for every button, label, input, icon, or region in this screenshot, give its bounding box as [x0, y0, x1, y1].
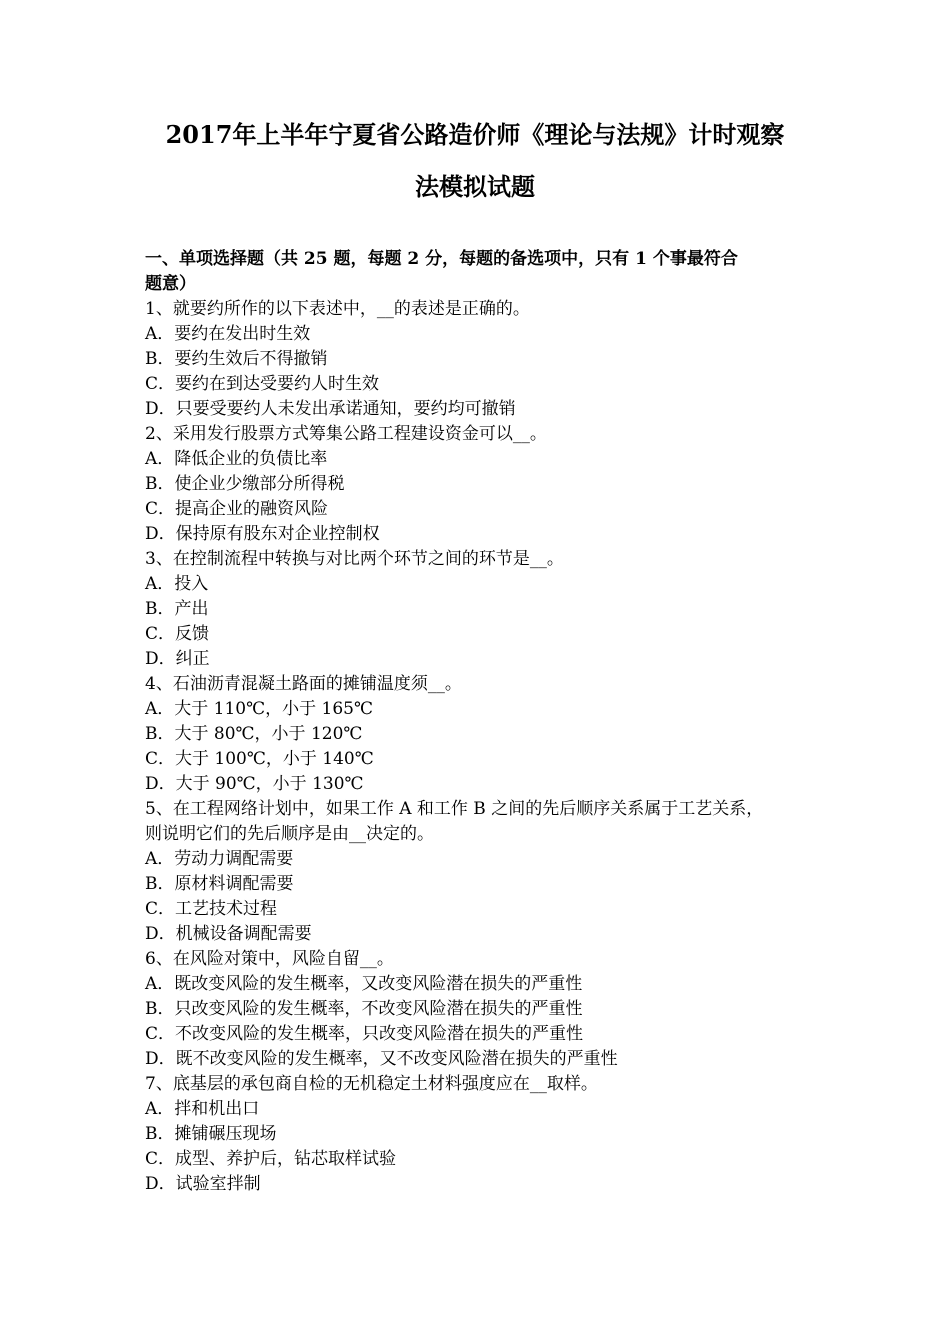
- text-line: D．试验室拌制: [145, 1174, 261, 1194]
- text-line: D．只要受要约人未发出承诺通知，要约均可撤销: [145, 399, 516, 419]
- text-line: B．要约生效后不得撤销: [145, 349, 328, 369]
- text-line: 7、底基层的承包商自检的无机稳定土材料强度应在__取样。: [145, 1074, 598, 1094]
- question-list: [145, 297, 825, 1197]
- document-title-line-1: 2017年上半年宁夏省公路造价师《理论与法规》计时观察: [165, 120, 785, 149]
- text-line: B．只改变风险的发生概率，不改变风险潜在损失的严重性: [145, 999, 583, 1019]
- text-line: 5、在工程网络计划中，如果工作 A 和工作 B 之间的先后顺序关系属于工艺关系，: [145, 799, 764, 819]
- text-line: 4、石油沥青混凝土路面的摊铺温度须__。: [145, 674, 462, 694]
- text-line: B．原材料调配需要: [145, 874, 294, 894]
- text-line: C．成型、养护后，钻芯取样试验: [145, 1149, 397, 1169]
- document-title-line-2: 法模拟试题: [415, 172, 535, 201]
- section-heading-line-1: 一、单项选择题（共 25 题，每题 2 分，每题的备选项中，只有 1 个事最符合: [145, 249, 738, 269]
- text-line: C．反馈: [145, 624, 210, 644]
- section-heading: [145, 247, 815, 297]
- text-line: 6、在风险对策中，风险自留__。: [145, 949, 394, 969]
- text-line: B．产出: [145, 599, 209, 619]
- text-line: D．机械设备调配需要: [145, 924, 312, 944]
- text-line: A．投入: [145, 574, 209, 594]
- text-line: A．大于 110℃，小于 165℃: [145, 699, 374, 719]
- text-line: C．大于 100℃，小于 140℃: [145, 749, 374, 769]
- text-line: 1、就要约所作的以下表述中，__的表述是正确的。: [145, 299, 530, 319]
- text-line: A．劳动力调配需要: [145, 849, 294, 869]
- section-heading-line-2: 题意）: [145, 274, 196, 294]
- text-line: 则说明它们的先后顺序是由__决定的。: [145, 824, 434, 844]
- text-line: D．保持原有股东对企业控制权: [145, 524, 380, 544]
- text-line: B．摊铺碾压现场: [145, 1124, 277, 1144]
- text-line: D．大于 90℃，小于 130℃: [145, 774, 364, 794]
- text-line: B．使企业少缴部分所得税: [145, 474, 345, 494]
- text-line: 3、在控制流程中转换与对比两个环节之间的环节是__。: [145, 549, 564, 569]
- text-line: C．提高企业的融资风险: [145, 499, 329, 519]
- text-line: A．既改变风险的发生概率，又改变风险潜在损失的严重性: [145, 974, 583, 994]
- text-line: A．要约在发出时生效: [145, 324, 311, 344]
- text-line: B．大于 80℃，小于 120℃: [145, 724, 363, 744]
- text-line: A．降低企业的负债比率: [145, 449, 328, 469]
- text-line: A．拌和机出口: [145, 1099, 260, 1119]
- text-line: D．既不改变风险的发生概率，又不改变风险潜在损失的严重性: [145, 1049, 618, 1069]
- text-line: C．工艺技术过程: [145, 899, 278, 919]
- text-line: C．要约在到达受要约人时生效: [145, 374, 380, 394]
- text-line: C．不改变风险的发生概率，只改变风险潜在损失的严重性: [145, 1024, 584, 1044]
- text-line: 2、采用发行股票方式筹集公路工程建设资金可以__。: [145, 424, 547, 444]
- text-line: D．纠正: [145, 649, 210, 669]
